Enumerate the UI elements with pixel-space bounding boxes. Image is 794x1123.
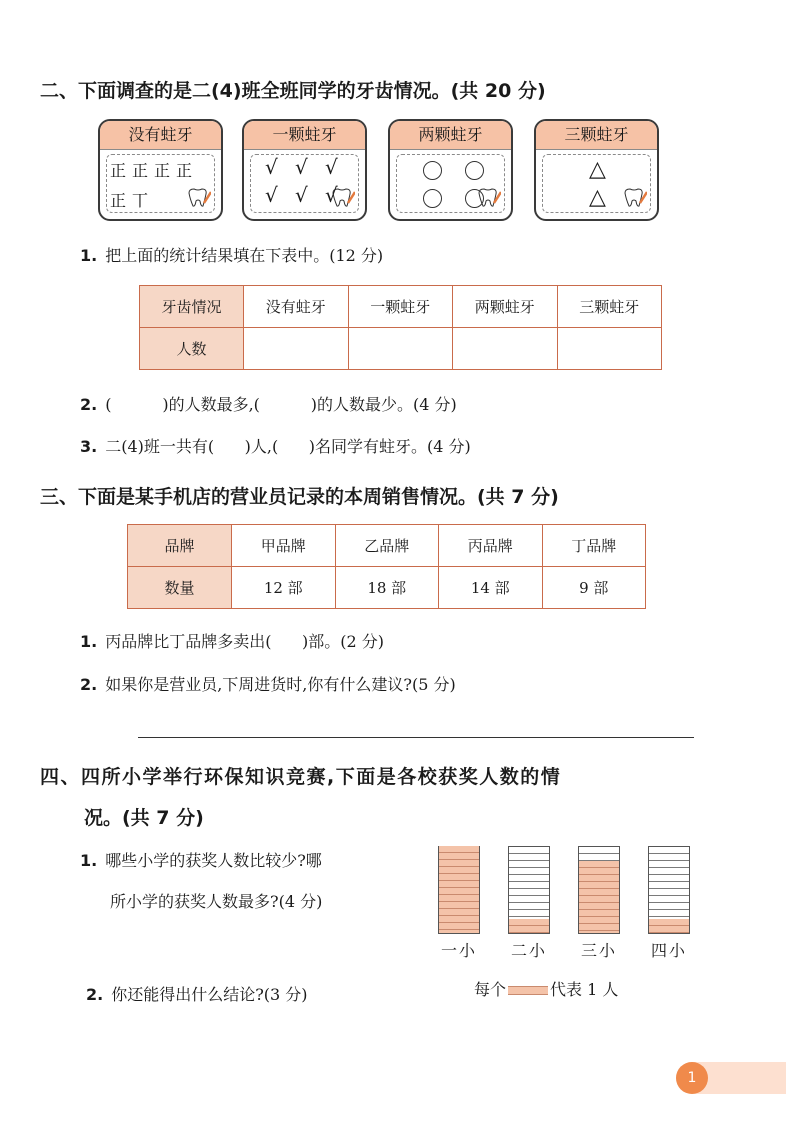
check-mark-icon: √: [325, 155, 338, 179]
question-number: 1.: [80, 632, 98, 651]
question-3-2: [80, 672, 456, 695]
check-mark-icon: √: [265, 183, 278, 207]
card-title: 一颗蛀牙: [244, 121, 365, 150]
question-4-2: [86, 982, 308, 1005]
question-number: 3.: [80, 437, 98, 456]
chart-category-label: 二小: [510, 941, 547, 960]
legend-suffix: 代表 1 人: [550, 980, 619, 999]
chart-category-label: 一小: [440, 941, 477, 960]
tally-row-2: 正丅: [110, 191, 155, 210]
answer-cell[interactable]: [557, 328, 662, 370]
section-4-title-line-1: 四、四所小学举行环保知识竞赛,下面是各校获奖人数的情: [40, 766, 562, 788]
chart-bar-fill: [439, 846, 479, 933]
circle-mark-icon: [423, 161, 442, 180]
question-number: 2.: [86, 985, 104, 1004]
check-mark-icon: √: [265, 155, 278, 179]
teeth-table-col-header: 两颗蛀牙: [453, 286, 558, 328]
check-mark-icon: √: [325, 183, 338, 207]
sales-table: [127, 524, 646, 609]
chart-bar-2: [508, 846, 550, 934]
check-mark-icon: √: [295, 155, 308, 179]
answer-cell[interactable]: [348, 328, 453, 370]
section-2-title: 二、下面调查的是二(4)班全班同学的牙齿情况。(共 20 分): [40, 80, 546, 102]
sales-table-col-header: 甲品牌: [232, 525, 336, 567]
card-title: 三颗蛀牙: [536, 121, 657, 150]
question-text: 哪些小学的获奖人数比较少?哪: [105, 851, 322, 870]
triangle-mark-icon: △: [589, 157, 606, 182]
sales-table-cell: 18 部: [335, 567, 439, 609]
question-4-1-line-2: 所小学的获奖人数最多?(4 分): [110, 892, 323, 911]
question-2-2: [80, 392, 457, 415]
tally-row-1: 正正正正: [110, 161, 199, 180]
sales-table-header-label: 品牌: [128, 525, 232, 567]
question-4-1-line-1: [80, 848, 322, 871]
sales-table-cell: 14 部: [439, 567, 543, 609]
chart-bar-1: [438, 846, 480, 934]
chart-bar-fill: [649, 919, 689, 933]
teeth-table-col-header: 没有蛀牙: [244, 286, 349, 328]
triangle-mark-icon: △: [589, 185, 606, 210]
question-text: 你还能得出什么结论?(3 分): [111, 985, 308, 1004]
tooth-toothbrush-icon: [621, 187, 647, 209]
teeth-table-row-label: 人数: [140, 328, 244, 370]
sales-table-cell: 12 部: [232, 567, 336, 609]
circle-mark-icon: [465, 189, 484, 208]
card-circle-area: [396, 154, 505, 213]
card-two-cavities: [388, 119, 513, 221]
card-title: 两颗蛀牙: [390, 121, 511, 150]
tooth-toothbrush-icon: [185, 187, 211, 209]
question-3-1: [80, 629, 384, 652]
sales-table-cell: 9 部: [542, 567, 646, 609]
chart-bar-3: [578, 846, 620, 934]
question-text: 如果你是营业员,下周进货时,你有什么建议?(5 分): [105, 675, 456, 694]
question-text: 丙品牌比丁品牌多卖出( )部。(2 分): [105, 632, 384, 651]
sales-table-col-header: 乙品牌: [335, 525, 439, 567]
question-number: 1.: [80, 851, 98, 870]
section-4-title-line-2: 况。(共 7 分): [84, 807, 204, 829]
teeth-table-col-header: 一颗蛀牙: [348, 286, 453, 328]
sales-table-col-header: 丙品牌: [439, 525, 543, 567]
question-2-1: [80, 243, 383, 266]
card-tally-area: [106, 154, 215, 213]
teeth-table-col-header: 三颗蛀牙: [557, 286, 662, 328]
question-2-3: [80, 434, 471, 457]
chart-category-label: 四小: [650, 941, 687, 960]
card-one-cavity: [242, 119, 367, 221]
check-mark-icon: √: [295, 183, 308, 207]
card-title: 没有蛀牙: [100, 121, 221, 150]
card-three-cavities: [534, 119, 659, 221]
question-number: 2.: [80, 675, 98, 694]
question-number: 2.: [80, 395, 98, 414]
card-no-cavity: [98, 119, 223, 221]
question-text: 把上面的统计结果填在下表中。(12 分): [105, 246, 384, 265]
chart-bar-fill: [579, 861, 619, 933]
circle-mark-icon: [465, 161, 484, 180]
question-text: ( )的人数最多,( )的人数最少。(4 分): [105, 395, 457, 414]
answer-line[interactable]: [138, 737, 694, 738]
legend-swatch: [508, 986, 548, 995]
legend-prefix: 每个: [474, 980, 507, 999]
sales-table-row-label: 数量: [128, 567, 232, 609]
question-number: 1.: [80, 246, 98, 265]
circle-mark-icon: [423, 189, 442, 208]
chart-legend: [474, 977, 618, 1000]
answer-cell[interactable]: [244, 328, 349, 370]
chart-category-label: 三小: [580, 941, 617, 960]
section-3-title: 三、下面是某手机店的营业员记录的本周销售情况。(共 7 分): [40, 486, 559, 508]
chart-bar-4: [648, 846, 690, 934]
page-number: 1: [676, 1062, 708, 1094]
card-triangle-area: [542, 154, 651, 213]
answer-cell[interactable]: [453, 328, 558, 370]
teeth-table: [139, 285, 662, 370]
teeth-table-header-label: 牙齿情况: [140, 286, 244, 328]
card-check-area: [250, 154, 359, 213]
sales-table-col-header: 丁品牌: [542, 525, 646, 567]
question-text: 二(4)班一共有( )人,( )名同学有蛀牙。(4 分): [105, 437, 471, 456]
chart-bar-fill: [509, 919, 549, 933]
